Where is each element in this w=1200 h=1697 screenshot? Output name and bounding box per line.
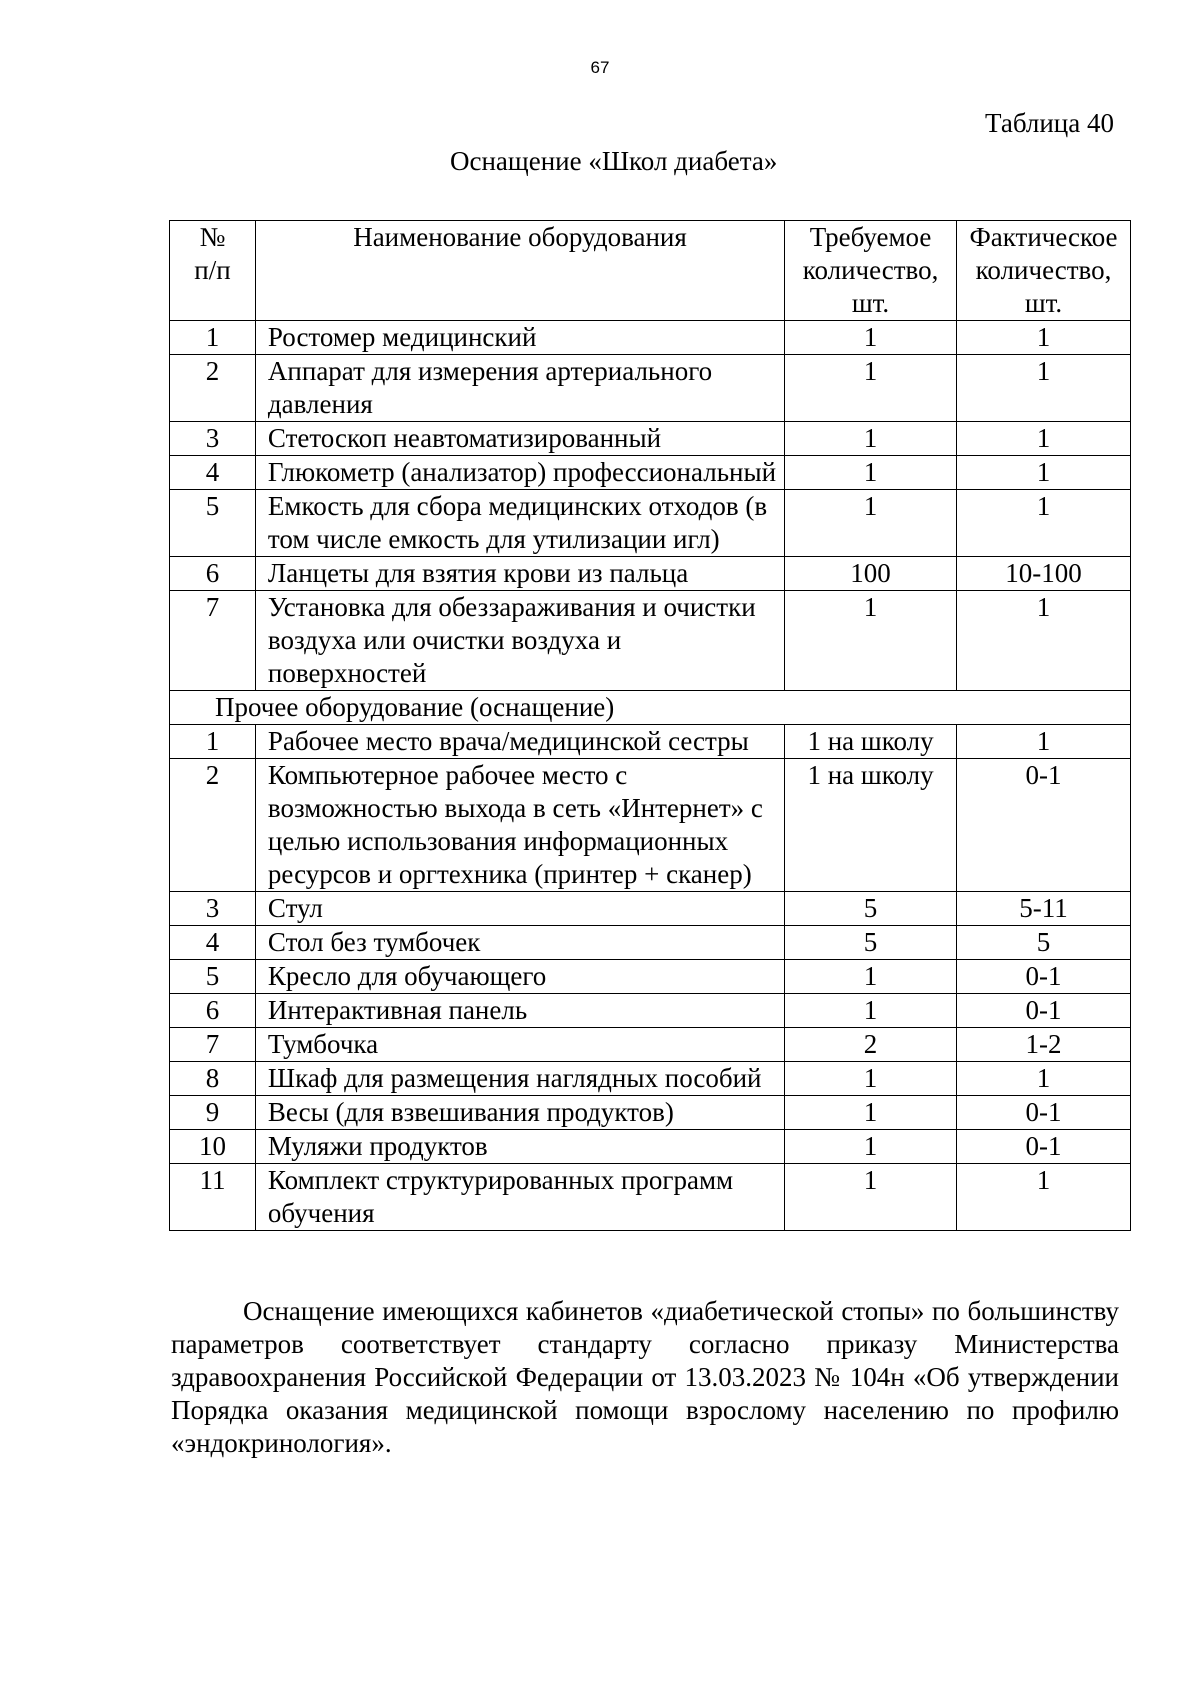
equipment-name: Установка для обеззараживания и очистки воздуха или очистки воздуха и поверхностей bbox=[255, 591, 784, 691]
required-quantity: 1 bbox=[785, 960, 957, 994]
equipment-name: Емкость для сбора медицинских отходов (в том числе емкость для утилизации игл) bbox=[255, 490, 784, 557]
required-quantity: 1 на школу bbox=[785, 725, 957, 759]
actual-quantity: 1 bbox=[957, 725, 1131, 759]
row-number: 1 bbox=[170, 321, 256, 355]
equipment-name: Рабочее место врача/медицинской сестры bbox=[255, 725, 784, 759]
table-row bbox=[170, 926, 1131, 960]
main-rows bbox=[170, 321, 1131, 691]
required-quantity: 1 bbox=[785, 355, 957, 422]
equipment-name: Стол без тумбочек bbox=[255, 926, 784, 960]
required-quantity: 2 bbox=[785, 1028, 957, 1062]
required-quantity: 1 на школу bbox=[785, 759, 957, 892]
table-row bbox=[170, 557, 1131, 591]
actual-quantity: 0-1 bbox=[957, 1130, 1131, 1164]
required-quantity: 1 bbox=[785, 1096, 957, 1130]
actual-quantity: 1 bbox=[957, 422, 1131, 456]
table-row bbox=[170, 591, 1131, 691]
row-number: 2 bbox=[170, 759, 256, 892]
actual-quantity: 5-11 bbox=[957, 892, 1131, 926]
equipment-name: Стул bbox=[255, 892, 784, 926]
table-row bbox=[170, 456, 1131, 490]
table-row bbox=[170, 1062, 1131, 1096]
table-row bbox=[170, 1028, 1131, 1062]
actual-quantity: 10-100 bbox=[957, 557, 1131, 591]
actual-quantity: 1 bbox=[957, 591, 1131, 691]
row-number: 3 bbox=[170, 422, 256, 456]
row-number: 1 bbox=[170, 725, 256, 759]
table-row bbox=[170, 892, 1131, 926]
actual-quantity: 1 bbox=[957, 456, 1131, 490]
table-row bbox=[170, 1164, 1131, 1231]
required-quantity: 1 bbox=[785, 456, 957, 490]
equipment-name: Глюкометр (анализатор) профессиональный bbox=[255, 456, 784, 490]
row-number: 5 bbox=[170, 960, 256, 994]
actual-quantity: 0-1 bbox=[957, 960, 1131, 994]
equipment-name: Интерактивная панель bbox=[255, 994, 784, 1028]
row-number: 6 bbox=[170, 994, 256, 1028]
actual-quantity: 1-2 bbox=[957, 1028, 1131, 1062]
required-quantity: 5 bbox=[785, 926, 957, 960]
table-label: Таблица 40 bbox=[985, 108, 1114, 138]
table-row bbox=[170, 355, 1131, 422]
required-quantity: 1 bbox=[785, 591, 957, 691]
actual-quantity: 1 bbox=[957, 1062, 1131, 1096]
table-row bbox=[170, 759, 1131, 892]
header-actual: Фактическое количество, шт. bbox=[957, 221, 1131, 321]
equipment-name: Комплект структурированных программ обучения bbox=[255, 1164, 784, 1231]
required-quantity: 1 bbox=[785, 1130, 957, 1164]
table-row bbox=[170, 422, 1131, 456]
required-quantity: 5 bbox=[785, 892, 957, 926]
table-header-row bbox=[170, 221, 1131, 321]
equipment-name: Шкаф для размещения наглядных пособий bbox=[255, 1062, 784, 1096]
required-quantity: 1 bbox=[785, 490, 957, 557]
equipment-name: Аппарат для измерения артериального давления bbox=[255, 355, 784, 422]
required-quantity: 1 bbox=[785, 321, 957, 355]
table-row bbox=[170, 960, 1131, 994]
equipment-name: Тумбочка bbox=[255, 1028, 784, 1062]
equipment-name: Весы (для взвешивания продуктов) bbox=[255, 1096, 784, 1130]
actual-quantity: 0-1 bbox=[957, 1096, 1131, 1130]
other-rows bbox=[170, 725, 1131, 1231]
equipment-table bbox=[169, 220, 1131, 1231]
equipment-name: Муляжи продуктов bbox=[255, 1130, 784, 1164]
equipment-name: Ланцеты для взятия крови из пальца bbox=[255, 557, 784, 591]
actual-quantity: 1 bbox=[957, 490, 1131, 557]
row-number: 6 bbox=[170, 557, 256, 591]
required-quantity: 1 bbox=[785, 1062, 957, 1096]
row-number: 4 bbox=[170, 926, 256, 960]
row-number: 2 bbox=[170, 355, 256, 422]
actual-quantity: 5 bbox=[957, 926, 1131, 960]
equipment-name: Ростомер медицинский bbox=[255, 321, 784, 355]
section-label: Прочее оборудование (оснащение) bbox=[170, 691, 1131, 725]
row-number: 7 bbox=[170, 1028, 256, 1062]
row-number: 9 bbox=[170, 1096, 256, 1130]
row-number: 7 bbox=[170, 591, 256, 691]
row-number: 3 bbox=[170, 892, 256, 926]
row-number: 8 bbox=[170, 1062, 256, 1096]
table-row bbox=[170, 1096, 1131, 1130]
row-number: 5 bbox=[170, 490, 256, 557]
actual-quantity: 1 bbox=[957, 321, 1131, 355]
required-quantity: 100 bbox=[785, 557, 957, 591]
actual-quantity: 1 bbox=[957, 1164, 1131, 1231]
table-row bbox=[170, 725, 1131, 759]
table-row bbox=[170, 490, 1131, 557]
section-row bbox=[170, 691, 1131, 725]
header-num: № п/п bbox=[170, 221, 256, 321]
required-quantity: 1 bbox=[785, 994, 957, 1028]
required-quantity: 1 bbox=[785, 1164, 957, 1231]
required-quantity: 1 bbox=[785, 422, 957, 456]
page-number: 67 bbox=[590, 58, 610, 77]
actual-quantity: 0-1 bbox=[957, 994, 1131, 1028]
actual-quantity: 0-1 bbox=[957, 759, 1131, 892]
row-number: 11 bbox=[170, 1164, 256, 1231]
row-number: 4 bbox=[170, 456, 256, 490]
header-name: Наименование оборудования bbox=[255, 221, 784, 321]
table-row bbox=[170, 321, 1131, 355]
row-number: 10 bbox=[170, 1130, 256, 1164]
table-title: Оснащение «Школ диабета» bbox=[450, 146, 778, 176]
actual-quantity: 1 bbox=[957, 355, 1131, 422]
body-paragraph: Оснащение имеющихся кабинетов «диабетической стопы» по большинству параметров соответствует стандарту согласно приказу Министерства здравоохранения Российской Федерации от 13.03.2023 № 104н «Об утверждении Порядка оказания медицинской помощи взрослому населению по профилю «эндокринология». bbox=[171, 1296, 1119, 1458]
equipment-name: Кресло для обучающего bbox=[255, 960, 784, 994]
equipment-name: Стетоскоп неавтоматизированный bbox=[255, 422, 784, 456]
equipment-name: Компьютерное рабочее место с возможностью выхода в сеть «Интернет» с целью использования информационных ресурсов и оргтехника (принтер + сканер) bbox=[255, 759, 784, 892]
table-row bbox=[170, 994, 1131, 1028]
table-row bbox=[170, 1130, 1131, 1164]
header-required: Требуемое количество, шт. bbox=[785, 221, 957, 321]
